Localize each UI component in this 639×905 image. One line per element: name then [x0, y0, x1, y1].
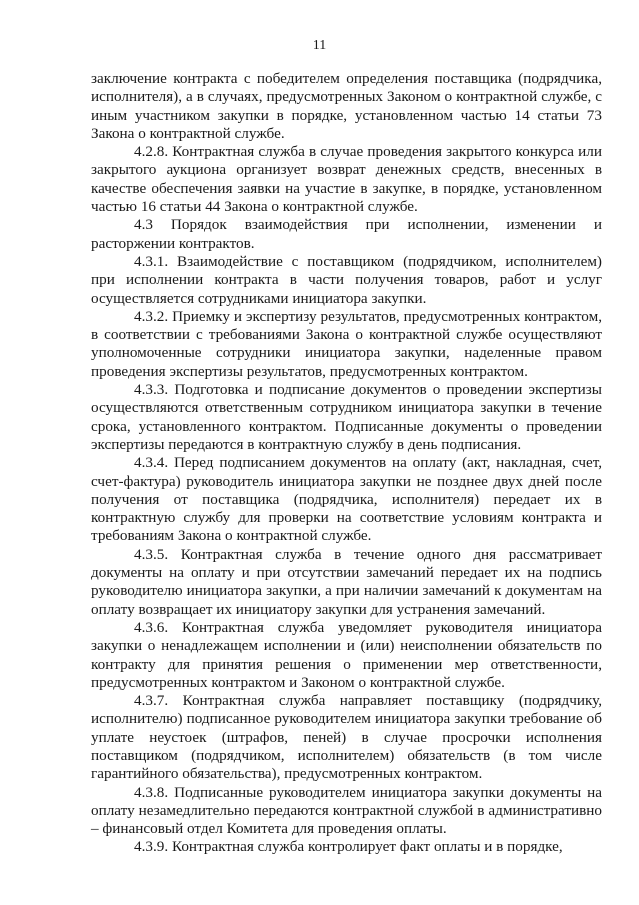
paragraph-4-3-1: 4.3.1. Взаимодействие с поставщиком (подрядчиком, исполнителем) при исполнении контракта в части получения товаров, работ и услуг осуществляется сотрудниками инициатора закупки.: [91, 252, 602, 307]
paragraph-4-3-8: 4.3.8. Подписанные руководителем инициатора закупки документы на оплату незамедлительно передаются контрактной службой в административно – финансовый отдел Комитета для проведения оплаты.: [91, 783, 602, 838]
paragraph-4-2-8: 4.2.8. Контрактная служба в случае проведения закрытого конкурса или закрытого аукциона организует возврат денежных средств, внесенных в качестве обеспечения заявки на участие в закупке, в порядке, установленном частью 16 статьи 44 Закона о контрактной службе.: [91, 143, 602, 216]
paragraph-4-3-4: 4.3.4. Перед подписанием документов на оплату (акт, накладная, счет, счет-фактура) руководитель инициатора закупки не позднее двух дней после получения от поставщика (подрядчика, исполнителя) передает их в контрактную службу для проверки на соответствие условиям контракта и требованиям Закона о контрактной службе.: [91, 454, 602, 545]
paragraph-4-3-2: 4.3.2. Приемку и экспертизу результатов, предусмотренных контрактом, в соответствии с требованиями Закона о контрактной службе осуществляют уполномоченные сотрудники инициатора закупки, наделенные правом проведения экспертизы результатов, предусмотренных контрактом.: [91, 307, 602, 380]
paragraph-4-3-6: 4.3.6. Контрактная служба уведомляет руководителя инициатора закупки о ненадлежащем исполнении и (или) неисполнении обязательств по контракту для принятия решения о применении мер ответственности, предусмотренных контрактом и Законом о контрактной службе.: [91, 618, 602, 691]
paragraph-4-3-7: 4.3.7. Контрактная служба направляет поставщику (подрядчику, исполнителю) подписанное руководителем инициатора закупки требование об уплате неустоек (штрафов, пеней) в случае просрочки исполнения поставщиком (подрядчиком, исполнителем) обязательств (в том числе гарантийного обязательства), предусмотренных контрактом.: [91, 692, 602, 783]
paragraph-4-3-3: 4.3.3. Подготовка и подписание документов о проведении экспертизы осуществляются ответственным сотрудником инициатора закупки в течение срока, установленного контрактом. Подписанные документы о проведении экспертизы передаются в контрактную службу в день подписания.: [91, 381, 602, 453]
paragraph-4-3-5: 4.3.5. Контрактная служба в течение одного дня рассматривает документы на оплату и при отсутствии замечаний передает их на подпись руководителю инициатора закупки, а при наличии замечаний к документам на оплату возвращает их инициатору закупки для устранения замечаний.: [91, 545, 602, 618]
page-number: 11: [312, 38, 327, 53]
paragraph-continuation: заключение контракта с победителем определения поставщика (подрядчика, исполнителя), а в случаях, предусмотренных Законом о контрактной службе, с иным участником закупки в порядке, установленном частью 14 статьи 73 Закона о контрактной службе.: [91, 70, 602, 142]
paragraph-4-3-9: 4.3.9. Контрактная служба контролирует факт оплаты и в порядке,: [134, 838, 563, 856]
section-heading-4-3: 4.3 Порядок взаимодействия при исполнении, изменении и расторжении контрактов.: [91, 216, 602, 252]
document-body: [91, 70, 602, 857]
